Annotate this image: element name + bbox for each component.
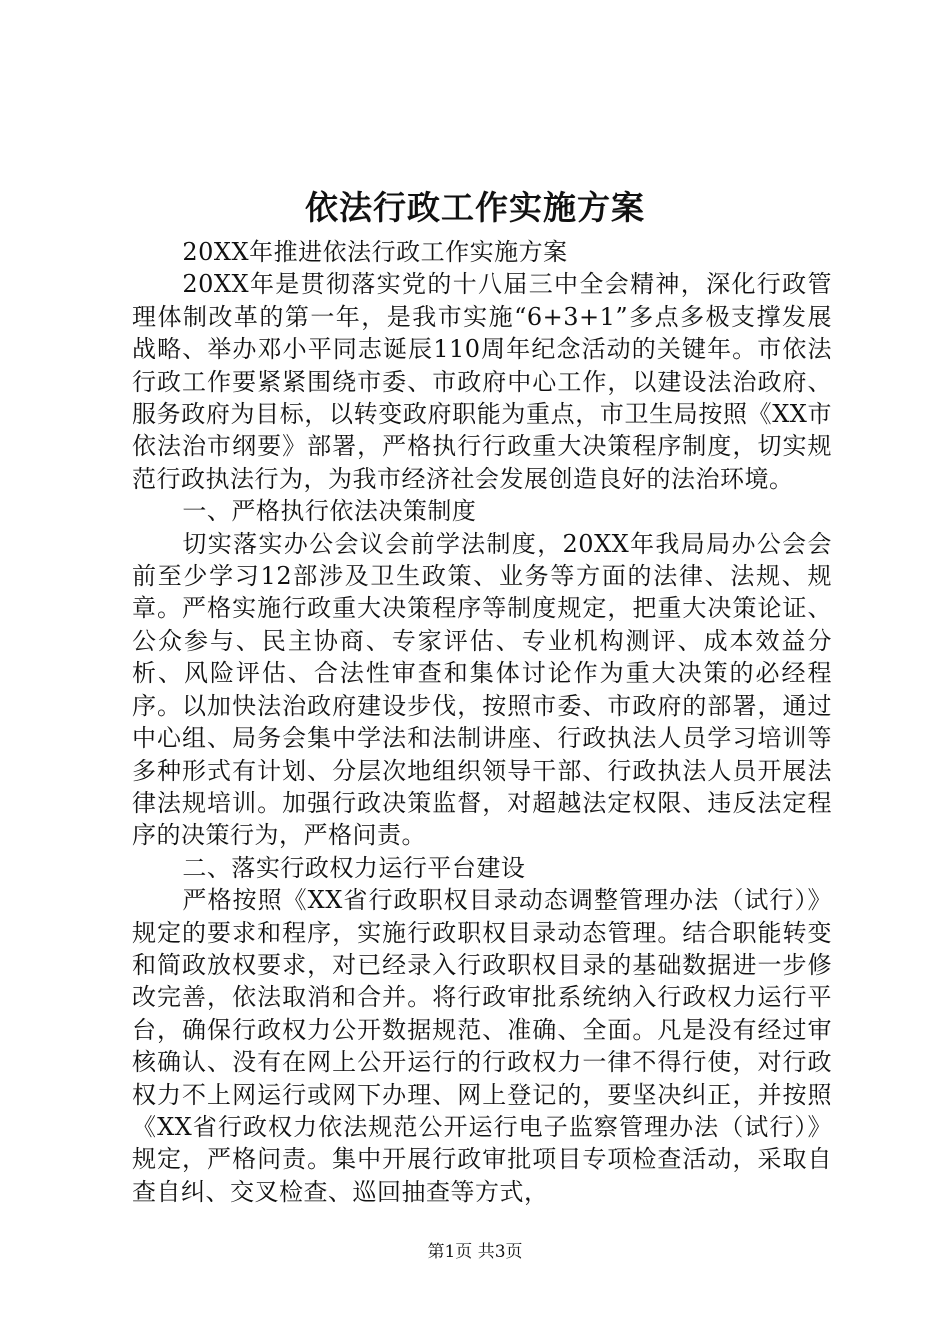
paragraph-section-1: 切实落实办公会议会前学法制度，20XX年我局局办公会会前至少学习12部涉及卫生政策、业务等方面的法律、法规、规章。严格实施行政重大决策程序等制度规定，把重大决策论证、公众参与、民主协商、专家评估、专业机构测评、成本效益分析、风险评估、合法性审查和集体讨论作为重大决策的必经程序。以加快法治政府建设步伐，按照市委、市政府的部署，通过中心组、局务会集中学法和法制讲座、行政执法人员学习培训等多种形式有计划、分层次地组织领导干部、行政执法人员开展法律法规培训。加强行政决策监督，对超越法定权限、违反法定程序的决策行为，严格问责。 [132, 529, 832, 850]
page-number-footer: 第1页 共3页 [427, 1242, 523, 1262]
document-title: 依法行政工作实施方案 [305, 188, 645, 227]
paragraph-intro: 20XX年是贯彻落实党的十八届三中全会精神，深化行政管理体制改革的第一年，是我市实施“6+3+1”多点多极支撑发展战略、举办邓小平同志诞辰110周年纪念活动的关键年。市依法行政工作要紧紧围绕市委、市政府中心工作，以建设法治政府、服务政府为目标，以转变政府职能为重点，市卫生局按照《XX市依法治市纲要》部署，严格执行行政重大决策程序制度，切实规范行政执法行为，为我市经济社会发展创造良好的法治环境。 [132, 270, 832, 493]
section-heading-1: 一、严格执行依法决策制度 [182, 497, 477, 526]
document-body [132, 236, 832, 1208]
section-heading-2: 二、落实行政权力运行平台建设 [182, 853, 526, 882]
document-subtitle: 20XX年推进依法行政工作实施方案 [182, 238, 568, 266]
paragraph-section-2: 严格按照《XX省行政职权目录动态调整管理办法（试行）》规定的要求和程序，实施行政职权目录动态管理。结合职能转变和简政放权要求，对已经录入行政职权目录的基础数据进一步修改完善，依法取消和合并。将行政审批系统纳入行政权力运行平台，确保行政权力公开数据规范、准确、全面。凡是没有经过审核确认、没有在网上公开运行的行政权力一律不得行使，对行政权力不上网运行或网下办理、网上登记的，要坚决纠正，并按照《XX省行政权力依法规范公开运行电子监察管理办法（试行）》规定，严格问责。集中开展行政审批项目专项检查活动，采取自查自纠、交叉检查、巡回抽查等方式， [132, 886, 832, 1206]
